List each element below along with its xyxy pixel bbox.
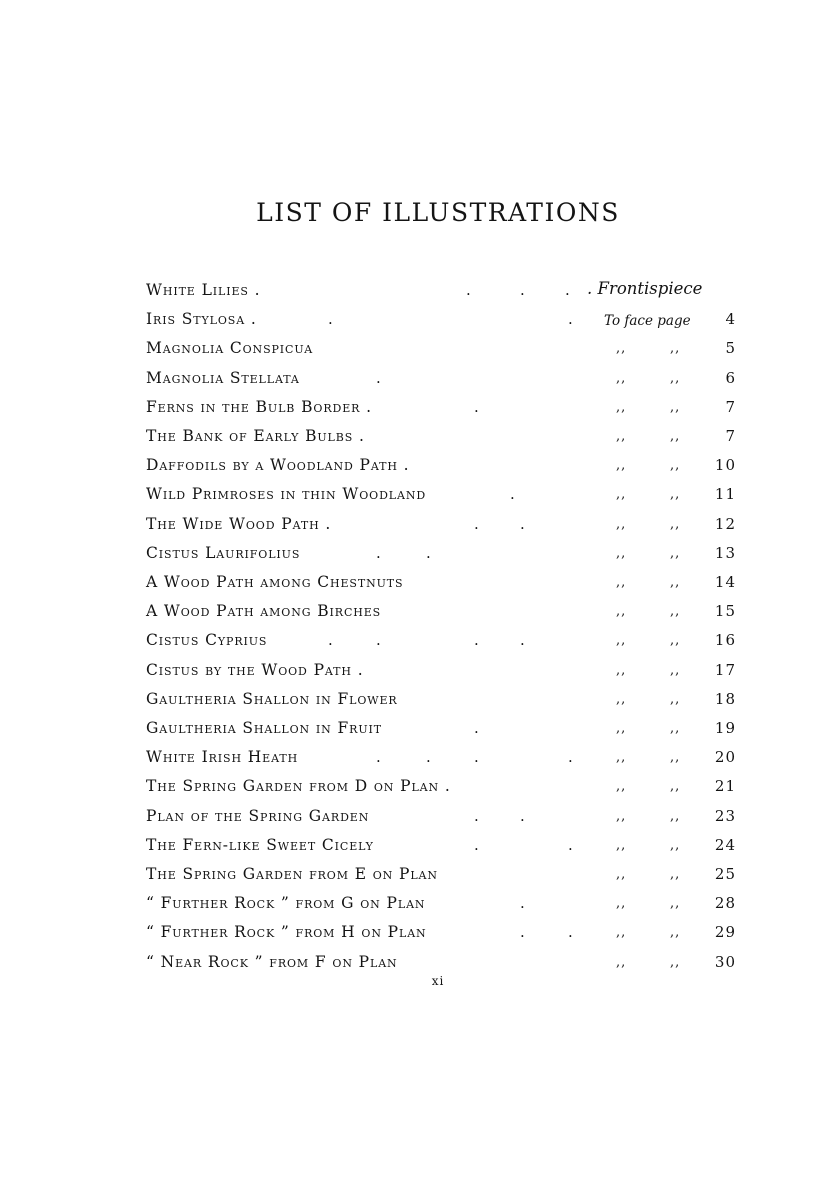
ditto-mark: ,, bbox=[670, 896, 681, 912]
leader-dot: . bbox=[474, 806, 479, 825]
leader-dot: . bbox=[376, 368, 381, 387]
illustration-caption: “ Near Rock ” from F on Plan bbox=[146, 952, 398, 971]
ditto-mark: ,, bbox=[670, 575, 681, 590]
page-number: 21 bbox=[714, 777, 736, 796]
page-number: 18 bbox=[714, 689, 736, 708]
list-item bbox=[146, 894, 736, 923]
to-face-page-label: To face page bbox=[604, 313, 691, 330]
list-item bbox=[146, 690, 736, 719]
leader-dot: . bbox=[565, 281, 570, 299]
ditto-mark: ,, bbox=[670, 370, 681, 386]
ditto-mark: ,, bbox=[670, 721, 681, 736]
list-item bbox=[146, 631, 736, 660]
ditto-mark: ,, bbox=[670, 604, 681, 620]
ditto-mark: ,, bbox=[670, 633, 681, 649]
ditto-mark: ,, bbox=[616, 954, 627, 970]
ditto-mark: ,, bbox=[616, 691, 627, 707]
illustration-caption: The Wide Wood Path . bbox=[146, 514, 332, 533]
page-number: 14 bbox=[714, 573, 736, 591]
ditto-mark: ,, bbox=[616, 633, 627, 649]
illustration-caption: Wild Primroses in thin Woodland bbox=[146, 485, 427, 504]
illustration-caption: A Wood Path among Chestnuts bbox=[146, 573, 404, 591]
page-number: 29 bbox=[714, 923, 736, 942]
list-item bbox=[146, 427, 736, 456]
illustration-caption: White Irish Heath bbox=[146, 748, 299, 767]
list-item bbox=[146, 719, 736, 748]
ditto-mark: ,, bbox=[616, 458, 627, 474]
ditto-mark: ,, bbox=[670, 954, 681, 970]
page-folio: xi bbox=[431, 974, 445, 988]
list-item bbox=[146, 865, 736, 894]
list-item bbox=[146, 281, 736, 310]
page-number: 12 bbox=[714, 514, 736, 533]
leader-dot: . bbox=[376, 543, 381, 562]
leader-dot: . bbox=[520, 894, 525, 913]
ditto-mark: ,, bbox=[616, 487, 627, 503]
leader-dot: . bbox=[426, 748, 431, 767]
illustration-caption: Cistus Cyprius bbox=[146, 631, 268, 650]
ditto-mark: ,, bbox=[616, 516, 627, 532]
list-item bbox=[146, 544, 736, 573]
illustration-caption: The Spring Garden from D on Plan . bbox=[146, 777, 451, 796]
ditto-mark: ,, bbox=[616, 429, 627, 444]
ditto-mark: ,, bbox=[670, 341, 681, 357]
ditto-mark: ,, bbox=[670, 750, 681, 766]
ditto-mark: ,, bbox=[616, 370, 627, 386]
page-title: LIST OF ILLUSTRATIONS bbox=[256, 198, 620, 227]
page-number: 24 bbox=[714, 835, 736, 854]
illustration-caption: Gaultheria Shallon in Fruit bbox=[146, 719, 382, 737]
ditto-mark: ,, bbox=[670, 867, 681, 882]
ditto-mark: ,, bbox=[670, 429, 681, 444]
leader-dot: . bbox=[474, 719, 479, 737]
ditto-mark: ,, bbox=[616, 867, 627, 882]
illustration-caption: Magnolia Stellata bbox=[146, 368, 300, 387]
illustration-caption: The Spring Garden from E on Plan bbox=[146, 865, 438, 883]
illustration-caption: The Fern-like Sweet Cicely bbox=[146, 835, 374, 854]
ditto-mark: ,, bbox=[616, 896, 627, 912]
leader-dot: . bbox=[510, 485, 515, 504]
leader-dot: . bbox=[520, 514, 525, 533]
list-item bbox=[146, 923, 736, 952]
leader-dot: . bbox=[568, 923, 573, 942]
leader-dot: . bbox=[328, 631, 333, 650]
illustration-caption: A Wood Path among Birches bbox=[146, 602, 382, 621]
illustration-caption: Plan of the Spring Garden bbox=[146, 806, 370, 825]
list-item bbox=[146, 777, 736, 806]
leader-dot: . bbox=[376, 748, 381, 767]
ditto-mark: ,, bbox=[616, 925, 627, 941]
page-number: 16 bbox=[714, 631, 736, 650]
illustration-caption: The Bank of Early Bulbs . bbox=[146, 427, 365, 445]
illustration-caption: Magnolia Conspicua bbox=[146, 339, 314, 358]
leader-dot: . bbox=[426, 543, 431, 562]
leader-dot: . bbox=[376, 631, 381, 650]
ditto-mark: ,, bbox=[670, 662, 681, 678]
page-number: 4 bbox=[725, 310, 736, 329]
leader-dot: . bbox=[474, 397, 479, 416]
list-item bbox=[146, 369, 736, 398]
leader-dot: . bbox=[466, 281, 471, 299]
leader-dot: . bbox=[568, 835, 573, 854]
illustration-caption: Gaultheria Shallon in Flower bbox=[146, 689, 398, 708]
ditto-mark: ,, bbox=[670, 545, 681, 561]
ditto-mark: ,, bbox=[616, 399, 627, 415]
list-item bbox=[146, 339, 736, 368]
page-number: 28 bbox=[714, 894, 736, 913]
ditto-mark: ,, bbox=[616, 779, 627, 795]
list-item bbox=[146, 602, 736, 631]
ditto-mark: ,, bbox=[670, 399, 681, 415]
leader-dot: . bbox=[328, 310, 333, 329]
ditto-mark: ,, bbox=[616, 575, 627, 590]
list-item bbox=[146, 836, 736, 865]
ditto-mark: ,, bbox=[616, 721, 627, 736]
page-number: 10 bbox=[714, 456, 736, 475]
page-number: 7 bbox=[725, 427, 736, 445]
illustration-caption: Ferns in the Bulb Border . bbox=[146, 397, 372, 416]
page-number: 15 bbox=[714, 602, 736, 621]
page-number: 23 bbox=[714, 806, 736, 825]
list-item bbox=[146, 456, 736, 485]
page-number: 13 bbox=[714, 543, 736, 562]
page-number: 17 bbox=[714, 660, 736, 679]
list-item bbox=[146, 807, 736, 836]
illustration-caption: “ Further Rock ” from G on Plan bbox=[146, 894, 426, 913]
leader-dot: . bbox=[520, 806, 525, 825]
leader-dot: . bbox=[520, 281, 525, 299]
leader-dot: . bbox=[474, 748, 479, 767]
ditto-mark: ,, bbox=[670, 925, 681, 941]
ditto-mark: ,, bbox=[616, 341, 627, 357]
ditto-mark: ,, bbox=[616, 604, 627, 620]
list-item bbox=[146, 398, 736, 427]
ditto-mark: ,, bbox=[616, 750, 627, 766]
leader-dot: . bbox=[568, 748, 573, 767]
illustration-caption: Daffodils by a Woodland Path . bbox=[146, 456, 410, 475]
list-item bbox=[146, 485, 736, 514]
list-item bbox=[146, 573, 736, 602]
ditto-mark: ,, bbox=[670, 691, 681, 707]
ditto-mark: ,, bbox=[616, 808, 627, 824]
list-item bbox=[146, 748, 736, 777]
page-number: 19 bbox=[714, 719, 736, 737]
page-number: 7 bbox=[725, 397, 736, 416]
illustration-caption: Cistus Laurifolius bbox=[146, 543, 301, 562]
page-number: 25 bbox=[714, 865, 736, 883]
leader-dot: . bbox=[520, 923, 525, 942]
illustration-caption: Iris Stylosa . bbox=[146, 310, 257, 329]
leader-dot: . bbox=[474, 631, 479, 650]
leader-dot: . bbox=[474, 835, 479, 854]
page-number: 6 bbox=[725, 368, 736, 387]
frontispiece-label: . Frontispiece bbox=[587, 279, 703, 298]
illustration-caption: Cistus by the Wood Path . bbox=[146, 660, 364, 679]
leader-dot: . bbox=[474, 514, 479, 533]
page-number: 5 bbox=[725, 339, 736, 358]
page-number: 11 bbox=[714, 485, 736, 504]
leader-dot: . bbox=[520, 631, 525, 650]
ditto-mark: ,, bbox=[670, 837, 681, 853]
ditto-mark: ,, bbox=[670, 458, 681, 474]
leader-dot: . bbox=[568, 310, 573, 329]
list-item bbox=[146, 515, 736, 544]
page-number: 20 bbox=[714, 748, 736, 767]
list-item bbox=[146, 661, 736, 690]
ditto-mark: ,, bbox=[616, 662, 627, 678]
list-item bbox=[146, 310, 736, 339]
ditto-mark: ,, bbox=[616, 545, 627, 561]
ditto-mark: ,, bbox=[670, 779, 681, 795]
ditto-mark: ,, bbox=[670, 487, 681, 503]
page-number: 30 bbox=[714, 952, 736, 971]
ditto-mark: ,, bbox=[670, 808, 681, 824]
ditto-mark: ,, bbox=[670, 516, 681, 532]
illustration-caption: “ Further Rock ” from H on Plan bbox=[146, 923, 427, 942]
ditto-mark: ,, bbox=[616, 837, 627, 853]
illustration-caption: White Lilies . bbox=[146, 281, 261, 299]
